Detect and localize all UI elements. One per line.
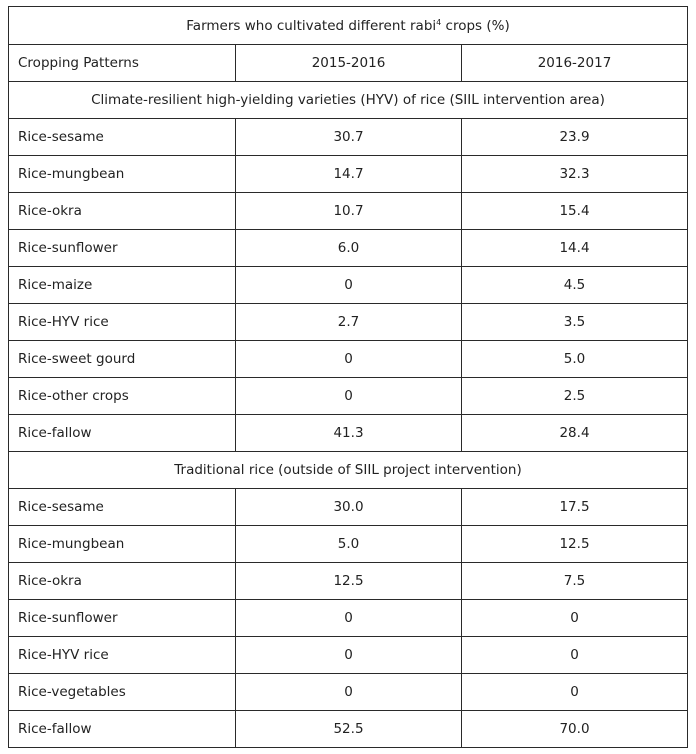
value-2015-2016-cell: 30.7 xyxy=(236,119,462,156)
cropping-pattern-cell: Rice-sesame xyxy=(9,489,236,526)
value-2016-2017-cell: 14.4 xyxy=(462,230,688,267)
value-2016-2017-cell: 5.0 xyxy=(462,341,688,378)
table-row xyxy=(9,563,688,600)
table-row xyxy=(9,674,688,711)
table-row xyxy=(9,267,688,304)
table-title-footnote-marker: 4 xyxy=(436,17,442,27)
value-2016-2017-cell: 15.4 xyxy=(462,193,688,230)
cropping-pattern-cell: Rice-maize xyxy=(9,267,236,304)
table-row xyxy=(9,378,688,415)
value-2015-2016-cell: 0 xyxy=(236,600,462,637)
cropping-pattern-cell: Rice-sunflower xyxy=(9,230,236,267)
cropping-pattern-cell: Rice-sunflower xyxy=(9,600,236,637)
value-2015-2016-cell: 12.5 xyxy=(236,563,462,600)
table-row xyxy=(9,489,688,526)
value-2015-2016-cell: 0 xyxy=(236,637,462,674)
table-body xyxy=(9,7,688,748)
value-2016-2017-cell: 32.3 xyxy=(462,156,688,193)
value-2016-2017-cell: 12.5 xyxy=(462,526,688,563)
value-2015-2016-cell: 0 xyxy=(236,378,462,415)
table-row xyxy=(9,711,688,748)
cropping-pattern-cell: Rice-other crops xyxy=(9,378,236,415)
table-row xyxy=(9,341,688,378)
table-row xyxy=(9,156,688,193)
section-heading-row xyxy=(9,82,688,119)
value-2016-2017-cell: 0 xyxy=(462,637,688,674)
column-header-row xyxy=(9,45,688,82)
value-2015-2016-cell: 0 xyxy=(236,341,462,378)
table-row xyxy=(9,637,688,674)
value-2016-2017-cell: 2.5 xyxy=(462,378,688,415)
rabi-crops-table xyxy=(8,6,688,748)
cropping-pattern-cell: Rice-okra xyxy=(9,193,236,230)
value-2016-2017-cell: 0 xyxy=(462,674,688,711)
table-title-suffix: crops (%) xyxy=(441,17,510,34)
column-header-cropping-patterns: Cropping Patterns xyxy=(9,45,236,82)
value-2016-2017-cell: 70.0 xyxy=(462,711,688,748)
value-2015-2016-cell: 10.7 xyxy=(236,193,462,230)
cropping-pattern-cell: Rice-fallow xyxy=(9,415,236,452)
value-2016-2017-cell: 28.4 xyxy=(462,415,688,452)
value-2015-2016-cell: 2.7 xyxy=(236,304,462,341)
cropping-pattern-cell: Rice-sweet gourd xyxy=(9,341,236,378)
table-row xyxy=(9,119,688,156)
value-2015-2016-cell: 30.0 xyxy=(236,489,462,526)
cropping-pattern-cell: Rice-HYV rice xyxy=(9,304,236,341)
cropping-pattern-cell: Rice-vegetables xyxy=(9,674,236,711)
table-row xyxy=(9,304,688,341)
value-2015-2016-cell: 6.0 xyxy=(236,230,462,267)
cropping-pattern-cell: Rice-mungbean xyxy=(9,526,236,563)
section-heading: Climate-resilient high-yielding varieties (HYV) of rice (SIIL intervention area) xyxy=(9,82,688,119)
value-2016-2017-cell: 4.5 xyxy=(462,267,688,304)
value-2016-2017-cell: 17.5 xyxy=(462,489,688,526)
section-heading-row xyxy=(9,452,688,489)
value-2015-2016-cell: 0 xyxy=(236,674,462,711)
value-2016-2017-cell: 0 xyxy=(462,600,688,637)
table-title xyxy=(9,7,688,45)
value-2015-2016-cell: 52.5 xyxy=(236,711,462,748)
value-2016-2017-cell: 3.5 xyxy=(462,304,688,341)
value-2015-2016-cell: 41.3 xyxy=(236,415,462,452)
table-row xyxy=(9,415,688,452)
table-row xyxy=(9,526,688,563)
table-row xyxy=(9,600,688,637)
column-header-2016-2017: 2016-2017 xyxy=(462,45,688,82)
value-2015-2016-cell: 14.7 xyxy=(236,156,462,193)
table-row xyxy=(9,230,688,267)
value-2015-2016-cell: 0 xyxy=(236,267,462,304)
cropping-pattern-cell: Rice-okra xyxy=(9,563,236,600)
column-header-2015-2016: 2015-2016 xyxy=(236,45,462,82)
value-2016-2017-cell: 23.9 xyxy=(462,119,688,156)
value-2016-2017-cell: 7.5 xyxy=(462,563,688,600)
table-title-prefix: Farmers who cultivated different rabi xyxy=(186,17,437,34)
table-row xyxy=(9,193,688,230)
cropping-pattern-cell: Rice-mungbean xyxy=(9,156,236,193)
cropping-pattern-cell: Rice-sesame xyxy=(9,119,236,156)
table-title-row xyxy=(9,7,688,45)
cropping-pattern-cell: Rice-fallow xyxy=(9,711,236,748)
section-heading: Traditional rice (outside of SIIL project intervention) xyxy=(9,452,688,489)
cropping-pattern-cell: Rice-HYV rice xyxy=(9,637,236,674)
value-2015-2016-cell: 5.0 xyxy=(236,526,462,563)
